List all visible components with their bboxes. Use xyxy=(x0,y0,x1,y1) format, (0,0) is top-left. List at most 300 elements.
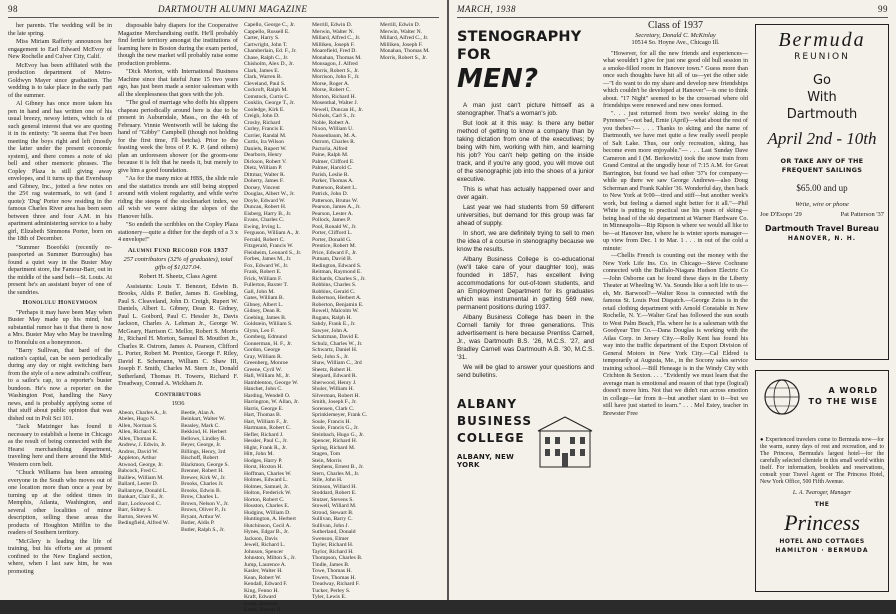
contributor-name: Towers, Thomas H. xyxy=(312,574,356,581)
magazine-title: DARTMOUTH ALUMNI MAGAZINE xyxy=(158,4,308,14)
contributor-name: Gibney, Albert L. xyxy=(244,301,284,308)
contributor-name: Stein, Morris xyxy=(312,457,342,464)
column-2 xyxy=(118,22,238,598)
contributor-name: Rowell, Malcolm W. xyxy=(312,308,359,314)
class-note-paragraph: —Chellis French is counting out the money with the New York Life Ins. Co. in Chicago—Steve Cochrane connected with the Buffalo-Niagara Hudson Electric Co—John Osborne can be found these days in the Liberty Theater at Wheeling W. Va. Sounds like a soft life to us—eh, Mr. Barwood?—Walter Ross is connected with the famous St. Louis Post Dispatch.—George Zeiss is in the retail clothing department with Arnold Constable in New Rochelle, N. Y.—Walter Graf has followed the sun south to West Palm Beach, Fla. where he is a salesman with the Goodyear Tire Co.—Dana Douglas is working with the Atlas Corp. in Jersey City.—Rolly Kent has found his way into the traffic department of the Export Division of General Motors in New York City.—Cal Eldred is temporarily at Augusta, Me., in the Socony sales service training school.—Bill Heneage is in the Windy City with Crichton & Sexton. . . . "Evidently we must learn that the average man is emotional and reason of that type (logical) doesn't move him. Not that we didn't run across emotion in college—far from it—but another slant to it—but we still have just started to learn." . . . Mel Estey, teacher in Brewster Free xyxy=(603,252,748,417)
paragraph: "McGlery is leading the life of training, but his efforts are at present confined to the New England section, where, when I last saw him, he was promoting xyxy=(8,537,112,575)
contributor-name: Rugans, Ralph H. xyxy=(312,314,352,321)
contributor-name: Jackson, Davis xyxy=(244,535,278,542)
contributor-name: Milliken, Joseph F. xyxy=(380,41,423,48)
contributor-name: Hartmann, Robert C. xyxy=(244,425,291,431)
contributor-name: Holmes, Edward L. xyxy=(244,477,288,483)
contributor-name: Hanchet, John C. xyxy=(244,386,283,392)
agent-patterson: Pat Patterson '37 xyxy=(840,211,884,218)
contributor-name: Harris, George E. xyxy=(244,405,284,412)
contributor-name: Sprinklemeyer, Frank C. xyxy=(312,412,368,418)
contributor-name: Pool, Ronald W., Jr. xyxy=(312,223,357,230)
contributor-name: Schwartz, Daniel H. xyxy=(312,347,358,353)
steno-body xyxy=(457,102,594,380)
contributor-name: Lamb, Robert H. xyxy=(244,607,282,613)
contributor-name: Morse, Robert C. xyxy=(312,87,351,93)
contributor-name: Evans, Charles C. xyxy=(244,217,285,223)
bermuda-subtitle: REUNION xyxy=(794,52,850,62)
contributor-name: Patrick, John D. xyxy=(312,191,349,197)
contributor-name: Carter, Harry S. xyxy=(244,35,280,41)
contributor-name: Richards, Charles S., Jr. xyxy=(312,275,366,282)
contributor-name: Jewell, Richard L. xyxy=(244,542,286,548)
reunion-dates: April 2nd - 10th xyxy=(767,129,877,148)
contributor-name: Tyler, Lewis E. xyxy=(312,594,347,600)
contributor-name: Millard, Alfred C., Jr. xyxy=(380,35,429,41)
contributor-name: Brooks, Charles Jr. xyxy=(181,481,224,487)
ad-paragraph: This is what has actually happened over and over again. xyxy=(457,186,594,201)
contributor-name: Bekkind, H. Herbert xyxy=(181,429,227,435)
contributor-name: Allen, Thomas E. xyxy=(118,435,158,442)
contributor-name: Robbins, Gerald C. xyxy=(312,288,356,295)
paragraph: Al Gibney has once more taken his pen in hand and has written one of his usual breezy, newsy letters, which is of such general interest that we are quoting it in its entirety: "It seems that I've been meeting the boys right and left (mostly the latter under the present economic system), and there comes a note of ski bell and other memoric phrases. The Copley Plaza is still giving away envelopes, and it turns up that Evershaup and Gibney, Inc., jotted a few notes on the 25¢ rag watermark, to wit (and I quote): 'Dug' Porter now residing in the famous Charles River area has been seen between three and four A.M. in his apartment administering service to a baby girl, Elizabeth Simmons Porter, born on the 18th of December. xyxy=(8,100,112,242)
contributor-name: Clark, James E. xyxy=(244,67,280,74)
contributor-name: Spring, Richard M. xyxy=(312,444,356,451)
contributor-name: Stoddard, Robert E. xyxy=(312,490,357,496)
contributor-name: Patterson, Robert L. xyxy=(312,184,358,191)
paragraph: "Jack Matzinger has found it necessary to establish a home in Chicago as the result of being connected with the Hearst merchandising department, traveling here and there around the Mid-Western corn belt. xyxy=(8,423,112,468)
steno-headline xyxy=(457,28,594,94)
alumni-fund-heading: Alumni Fund Record for 1937 xyxy=(127,246,229,254)
go-word: Go xyxy=(812,73,832,88)
paragraph: McEvoy has been affiliated with the production department of Metro-Goldwyn Mayer since graduation. The wedding is to take place in the early part of the summer. xyxy=(8,61,112,99)
contributor-name: Glynn, Leo F. xyxy=(244,327,275,334)
contributor-name: Abeles, Hugo N. xyxy=(118,416,156,422)
contributor-name: Treadway, Richard F. xyxy=(312,581,360,587)
class-of-1937-notes xyxy=(603,22,748,598)
contributor-name: Comstock, Curtis C. xyxy=(244,93,290,100)
contributor-name: Dittmar, Walter R. xyxy=(244,171,286,178)
contributor-name: Silverman, Robert H. xyxy=(312,392,360,399)
contributor-name: Eisberg, Harry B., Jr. xyxy=(244,210,292,217)
contributor-name: Holmes, Samuel, Jr. xyxy=(244,483,289,490)
contributor-name: Tindle, James B. xyxy=(312,561,350,568)
contributor-name: Bryant, Arthur W. xyxy=(181,513,222,520)
contributor-name: Johnson, Spencer xyxy=(244,548,284,555)
contributor-name: Parker, Thomas A. xyxy=(312,178,354,184)
paragraph: "Summer Boeofski (recently re-passported as Summer Burroughs) has found a quiet way in the Buster May department store, the Famour-Barr, out in the middle of the sand belt—St. Louis. At present he's an assistant buyer of one of the sundries. xyxy=(8,243,112,296)
contributor-name: Appleton, Arthur xyxy=(118,455,157,461)
contributor-name: Houston, Charles E. xyxy=(244,503,290,509)
contributor-name: Goebing, James B. xyxy=(244,314,287,321)
contributor-name: Morrison, John F., Jr. xyxy=(312,74,360,80)
contributor-name: Bischoff, Robert xyxy=(181,455,219,461)
contributor-name: Stutzer, Stevens S. xyxy=(312,496,354,503)
princess-location: HAMILTON · BERMUDA xyxy=(775,547,869,554)
contributor-name: Brown, Oliver P., Jr. xyxy=(181,507,227,513)
contributor-name: Blackmon, George S. xyxy=(181,461,230,468)
contributor-name: Pactoria, Alfred xyxy=(312,145,348,152)
contributor-name: Hutchinson, Cecil A. xyxy=(244,522,291,529)
contributor-name: Sheetz, Robert H. xyxy=(312,366,352,373)
contributor-name: Sahdy, Frank E., Jr. xyxy=(312,321,356,327)
contributor-name: Butler, Ralph S., Jr. xyxy=(181,526,225,533)
paragraph: disposable baby diapers for the Cooperative Magazine Merchandising outfit. He'll probably find fertile territory amongst the institutions of learning here in Boston during the exam period, though the new market will probably raise some production problems. xyxy=(118,22,238,67)
contributor-name: Stern, Charles M., Jr. xyxy=(312,470,360,477)
contributor-name: Gomberg, Edmund xyxy=(244,334,287,340)
contributor-name: Brown, Nelson V., Jr. xyxy=(181,500,229,507)
contributor-name: Gray, William R. xyxy=(244,353,283,360)
class-note-paragraph: "However, for all the new friends and experiences—what wouldn't I give for just one good old bull session in a smoke-filled room in Hanover town." Guess more than once such thoughts have hit all of us—yet the other side—"I do want to do my share and develop new friendships which couldn't be developed at Hanover"—is one to think about. "17 Night" seemed to be the crossroad where old friendships were renewed and new ones formed. xyxy=(603,49,748,109)
college-name-line: BUSINESS xyxy=(457,414,532,428)
contributor-name: Ferrald, Robert C. xyxy=(244,236,285,243)
contributor-name: Nussenbaum, M. A. xyxy=(312,132,357,139)
contributor-name: Palmer, Harold C. xyxy=(312,165,353,171)
contributor-name: Soule, Francis G., Jr. xyxy=(312,425,359,431)
contributor-name: Baillew, William M. xyxy=(118,474,164,481)
contributor-name: Dearborn, Henry xyxy=(244,152,282,158)
column-1-paragraphs xyxy=(8,22,112,296)
contributor-name: Tayler, Richard H. xyxy=(312,542,354,548)
contributor-name: Harding, Wendell O. xyxy=(244,392,291,399)
contributor-name: Fox, Edward W., Jr. xyxy=(244,262,289,269)
travel-bureau-name: Dartmouth Travel Bureau xyxy=(765,224,879,233)
contributor-name: Kurtz, Richard xyxy=(244,600,278,607)
albany-logo-block xyxy=(457,396,594,469)
stenography-ad xyxy=(457,22,594,598)
contributor-name: Hall, William M., Jr. xyxy=(244,373,291,379)
contributor-name: Prentice, Robert M. xyxy=(312,243,357,249)
college-name-line: ALBANY xyxy=(457,397,518,411)
contributor-name: Schatzman, David E. xyxy=(312,334,360,340)
contributor-name: Gall, John M. xyxy=(244,288,275,295)
section-heading-honeymoon: Honolulu Honeymoon xyxy=(22,299,98,306)
contributor-name: Creigh, John D. xyxy=(244,113,280,119)
contributor-name: Fleisheim, Leonard S., Jr. xyxy=(244,249,302,256)
contributor-name: Beasley, Mark C. xyxy=(181,422,220,429)
contributor-name: Capello, George C., Jr. xyxy=(244,22,296,28)
contributor-name: Patterson, Brutus W. xyxy=(312,197,358,204)
contributor-name: Greene, Cyril W. xyxy=(244,366,282,373)
contributor-name: Merwin, Walter N. xyxy=(312,28,355,35)
contributor-name: Duncan, Robert H. xyxy=(244,204,287,210)
contributor-name: Horst, Hoxton H. xyxy=(244,464,283,470)
page-number-left: 98 xyxy=(8,4,18,14)
contributor-name: Andrew, J. Edwin, Jr. xyxy=(118,442,166,448)
paragraph: "So endeth the scribbles on the Copley Plaza stationery—quite a dither for the depth of a 3 x 4 envelope!" xyxy=(118,221,238,243)
contributor-name: Shaw, William C., 3rd xyxy=(312,360,362,366)
contributor-name: Brow, Charles L. xyxy=(181,494,220,500)
contributor-name: Atwood, George, Jr. xyxy=(118,461,164,468)
contributor-name: Noble, Robert A. xyxy=(312,119,351,126)
contributor-name: Stile, John H. xyxy=(312,477,343,483)
headline-line-2: TO THE WISE xyxy=(808,397,878,406)
contributor-name: Daniels, Rupert W. xyxy=(244,145,287,152)
contributor-name: Cleveland, Paul S. xyxy=(244,80,286,87)
paragraph: "Perhaps it may have been May when Buster May made up his mind, but substantial rumor has it that there is now a Mrs. Buster May who May be traveling to Honolulu on a honeymoon. xyxy=(8,308,112,346)
contributor-name: Greenberg, Monroe xyxy=(244,360,289,366)
princess-copy: ● Experienced travelers come to Bermuda now—for the warm, sunny days of rest and recreation, and to The Princess, Bermuda's largest hotel—for the carefully selected clientele in this small world within itself. For information, booklets and reservations, consult your Travel Agent or The Princess Hotel, New York Office, 500 Fifth Avenue. xyxy=(760,437,884,485)
contributor-name: Merrill, Edwin D. xyxy=(312,22,353,28)
contributor-name: Spencer, Richard H. xyxy=(312,438,358,444)
contributor-name: Monahan, Thomas M. xyxy=(312,54,362,61)
contributor-name: Allen, Norman S. xyxy=(118,422,158,429)
contributor-name: Cockroft, Ralph M. xyxy=(244,87,288,93)
contributor-name: Thompson, Charles B. xyxy=(312,555,363,561)
contributors-list-a xyxy=(118,410,175,534)
contributor-name: Shepard, Edward R. xyxy=(312,373,358,379)
contributor-name: Hart, Thomas B. xyxy=(244,412,282,418)
contributor-name: Fullerton, Baxter T. xyxy=(244,282,288,288)
contributor-name: Putnam, David B. xyxy=(312,256,353,262)
contributor-name: Chase, Ralph C., Jr. xyxy=(244,54,289,61)
contributor-name: Barr, Lockwood C. xyxy=(118,500,161,507)
paragraph: "The goal of marriage who doffs his slippers chapeau periodically around here is due to be present in Auburndale, Mass., on the 4th of February. Vinnie Wentworth will be taking the hand of "Gibby" Campbell (though not holding for the first time, I'll betcha). Prior to the feasting week the bros of P. K. P. (and others) plan an unforeseen shower (or the groom-one because it is felt that he needs it, but merely to give him a good foundation. xyxy=(118,99,238,174)
albany-college-name xyxy=(457,396,532,447)
contributor-name: Hamblenton, George W. xyxy=(244,379,299,386)
contributor-name: Pearson, James A., Jr. xyxy=(312,204,361,210)
contributor-name: Hudgins, William D. xyxy=(244,509,291,516)
price-line: $65.00 and up xyxy=(796,183,848,193)
contributor-name: Monahan, Thomas M. xyxy=(380,48,430,54)
princess-manager: L. A. Twaroger, Manager xyxy=(792,490,852,496)
class-title: Class of 1937 xyxy=(648,20,703,31)
contributor-name: Sullivan, Barry C. xyxy=(312,516,353,522)
ad-paragraph: Last year we had students from 59 different universities, but demand for this group was far ahead of supply. xyxy=(457,204,594,227)
ad-paragraph: A man just can't picture himself as a stenographer. That's a woman's job. xyxy=(457,102,594,117)
contributor-name: Hitt, John M. xyxy=(244,451,274,457)
contributor-name: Robbins, Charles S. xyxy=(312,282,357,288)
contributor-name: Dickson, Robert V. xyxy=(244,158,287,165)
contributor-name: Barr, Sidney S. xyxy=(118,507,152,513)
contributors-heading: Contributors xyxy=(154,390,202,398)
contributor-name: Smith, Joseph F., Jr. xyxy=(312,399,357,405)
bermuda-title: Bermuda xyxy=(778,29,866,51)
right-page xyxy=(449,0,896,600)
contributor-name: Porter, Donald G. xyxy=(312,236,352,243)
column-3-names xyxy=(244,22,306,613)
contributor-name: Clark, Warren B. xyxy=(244,74,282,80)
contributor-name: Dietz, William P. xyxy=(244,165,283,171)
paragraph: "Dick Morton, with International Business Machine since that fateful June 15 two years ago, has just been made a senior salesman with all the sleeplessness that goes with the job. xyxy=(118,68,238,98)
contributor-name: Millard, Alfred C., Jr. xyxy=(312,35,361,41)
contributor-name: Swenson, Elmer xyxy=(312,535,349,542)
contributor-name: Doherty, James F. xyxy=(244,178,284,184)
contributor-name: Sullivan, John J. xyxy=(312,522,349,529)
contributor-name: Curtis, Ira Wilson xyxy=(244,139,284,145)
contributor-name: Price, Edward F., Jr. xyxy=(312,249,358,256)
contributor-name: Bedingfield, Alfred W. xyxy=(118,520,169,526)
sailings-caption: OR TAKE ANY OF THE FREQUENT SAILINGS xyxy=(780,157,864,174)
contributor-name: Schulz, Charles W., Jr. xyxy=(312,340,363,347)
contributor-name: Beetle, Alan A. xyxy=(181,409,216,416)
contributor-name: Bellows, Lindley R. xyxy=(181,435,227,442)
bermuda-reunion-ad xyxy=(755,24,889,360)
travel-agents xyxy=(760,211,884,218)
paragraph: "As for the many mice at HBS, the slide rule and the statistics trends are still being stopped around with violent regularity, and while we're riding the steeps of the stockmarket index, we all wish we were skiing the slopes of the Hanover hills. xyxy=(118,175,238,220)
contributor-name: Pearson, Lester A. xyxy=(312,210,354,217)
ad-paragraph: In short, we are definitely trying to sell to men the idea of a course in stenography because we know the results. xyxy=(457,230,594,253)
contributor-name: Merwin, Walter N. xyxy=(380,28,423,35)
contributor-name: Jump, Laurence A. xyxy=(244,561,287,568)
contributor-name: Curley, Francis E. xyxy=(244,126,285,132)
issue-date: MARCH, 1938 xyxy=(457,4,516,14)
contributor-name: Stimson, Willard H. xyxy=(312,483,357,490)
contributor-name: Doyle, Edward W. xyxy=(244,197,286,204)
contributor-name: Kasler, Walter H. xyxy=(244,568,283,574)
contributor-name: Hessler, Paul C., Jr. xyxy=(244,438,288,444)
contributor-name: Sorensen, Clark C. xyxy=(312,405,355,412)
contributor-name: Cooledge, Kirk E. xyxy=(244,106,285,113)
contributor-name: Chisholm, Alex D., Jr. xyxy=(244,61,294,67)
contributor-name: Gidney, Dean R. xyxy=(244,308,282,314)
travel-bureau-town: HANOVER, N. H. xyxy=(787,235,857,242)
contributor-name: Parish, Leslie R. xyxy=(312,171,349,178)
contributor-name: Redington, Edward S. xyxy=(312,262,362,269)
page-number-right: 99 xyxy=(878,4,888,14)
contributor-name: Moarefield, Fred D. xyxy=(312,48,357,54)
contributor-name: Frank, Robert E. xyxy=(244,269,282,275)
contributor-name: Bankart, Clair E., Jr. xyxy=(118,494,164,500)
contributor-name: Shuler, William H. xyxy=(312,386,355,392)
contributor-name: Gonnerman, H. F., Jr. xyxy=(244,340,293,347)
contributor-name: Harrington, W. Allan, Jr. xyxy=(244,399,299,405)
contributor-name: Kean, Robert W. xyxy=(244,574,282,581)
ad-paragraph: We will be glad to answer your questions and send bulletins. xyxy=(457,364,594,379)
contributor-name: Stagen, Tom xyxy=(312,451,341,457)
contributor-name: Gordon, George xyxy=(244,347,281,353)
contributor-name: Fitzgerald, Francis W. xyxy=(244,243,294,249)
contributor-name: Hynes, Edgar B., Jr. xyxy=(244,529,289,535)
princess-hotel-ad xyxy=(755,370,889,592)
paragraph: Miss Miriam Rafferty announces her engagement to Earl Edward McEvoy of New Rochelle and Culver City, Calif. xyxy=(8,38,112,60)
assistants-paragraph: Assistants: Louis T. Benezet, Edwin B. Brooks, Aldis P. Butler, James B. Goebling, Paul S. Cleaveland, John D. Creigh, Rupert W. Daniels, Albert L. Gibney, Dean R. Gidney, Paul L. Goibord, Paul C. Hessler Jr., Davis Jackson, Charles A. Lehman Jr., George W. McGeary, Harrison C. Mellor, Robert S. Morris Jr., Richard H. Morton, Samuel B. Moutfort Jr., Charles R. Ostrom, James A. Pearson, Clifford L. Porter, Robert M. Prentice, George F. Riley, David E. Schemann, William C. Shaw III, Joseph F. Smith, Charles M. Stern Jr., Donald Sutherland, Thomas H. Towers, Richard F. Treadway, Conrad A. Wickham Jr. xyxy=(118,282,238,387)
contributors-list xyxy=(118,410,238,534)
contributor-name: Brenner, Robert H. xyxy=(181,468,224,474)
contributor-name: Beyer, George, Jr. xyxy=(181,442,222,448)
class-agent-line: Robert H. Sheetz, Class Agent xyxy=(139,273,217,280)
contributor-name: Mosenthal, Walter J. xyxy=(312,100,359,106)
column-5-names xyxy=(380,22,440,598)
contributor-name: Brewer, Kirk W., Jr. xyxy=(181,474,226,481)
princess-name: Princess xyxy=(784,510,860,535)
class-note-paragraph: ". . . just returned from two weeks' skiing in the Pyrenees"—not bad, Ernie (April)—what about the rest of you thebes?— . . . Thanks to skiing and the name of Dartmouth, we have met quite a few really swell people of Salt Lake. Thus, our only recreation, skiing, has become even more enjoyable."— . . . Last Sunday Dave Cameron and I (M. Berkowitz) took the snow train from Grand Central at the ungodly hour of 7:15 A.M. for Great Barrington, but found we had other '37's for company—while up there we saw George Andrews—also Doug Scherman and Frank Kahler '36. Wonderful day, then back to New York at 9:00—tired and stiff—but another week's work, but feeling a darned sight better for it all."—Phil White is putting to practical use his years of skiing—being head of the ski department at Warner Hardware Co. in Minneapolis—Rip Ripson is where we would all like to be—at Hanover Inn, where he is winter sports manager—up view from Dec. 1 to Mar. 1 . . . in out of the cold a minute: xyxy=(603,109,748,252)
college-building-illustration xyxy=(536,413,594,469)
contributor-name: Forbes, James M., Jr. xyxy=(244,256,292,262)
contributor-name: Johnston, Milton S., Jr. xyxy=(244,555,296,561)
contributor-name: Beinhart, Walter W. xyxy=(181,416,226,422)
go-with-dartmouth xyxy=(760,72,884,123)
contributor-name: Stephens, Ernest B., Jr. xyxy=(312,464,364,470)
write-wire-line: Write, wire or phone xyxy=(795,201,849,208)
contributor-name: Sutherland, Donald xyxy=(312,529,356,535)
running-head-left xyxy=(8,4,439,18)
year-heading: 1936 xyxy=(171,400,185,407)
contributor-name: Butler, Aldis P. xyxy=(181,520,215,526)
contributor-name: Steinbach, Hugo G., Jr. xyxy=(312,431,365,438)
contributor-name: Hight, Frank R., Jr. xyxy=(244,444,288,451)
contributor-name: Kraft, Edward xyxy=(244,594,276,600)
contributor-name: Kendall, Edward F. xyxy=(244,581,288,587)
contributor-name: Sherwood, Henry J. xyxy=(312,379,357,386)
agent-desopo: Joe D'Esopo '29 xyxy=(760,211,802,218)
college-name-line: COLLEGE xyxy=(457,431,525,445)
contributor-name: Ostrom, Charles R. xyxy=(312,139,356,145)
contributor-name: Barton, Steven W. xyxy=(118,513,159,520)
contributor-name: Taylor, Richard H. xyxy=(312,548,354,555)
with-word: With xyxy=(807,90,837,105)
contributor-name: Hodges, Harry P. xyxy=(244,457,283,464)
contributor-name: Frick, William F. xyxy=(244,275,283,282)
column-4-names xyxy=(312,22,374,598)
contributor-name: Cappello, Russell E. xyxy=(244,28,290,35)
contributor-name: Hefler, Richard J. xyxy=(244,431,284,438)
contributor-name: Tucker, Perley S. xyxy=(312,587,351,594)
contributor-name: Gates, William B. xyxy=(244,295,285,301)
globe-icon xyxy=(762,377,802,417)
contributor-name: Dorsey, Vincent xyxy=(244,184,280,191)
ad-paragraph: But look at it this way: Is there any better method of getting to know a company than by taking dictation from one of the executives; by being with him, working with him, and learning his job? You can't help getting on the inside track, and if you're any good, you will move out of the stenographic job into the shoes of a junior executive. xyxy=(457,120,594,183)
contributor-name: Newell, Duncan H., Jr. xyxy=(312,106,364,113)
contributor-name: Soule, Francis H. xyxy=(312,418,351,425)
paragraph: her parents. The wedding will be in the late spring. xyxy=(8,22,112,37)
contributor-name: Ewing, Irving L. xyxy=(244,223,282,230)
ad-paragraph: Albany Business College has been in the Cornell family for three generations. This advertisement is here because Prentiss Carnell, Jr., was Dartmouth B.S. '26, M.C.S. '27, and Bradley Carnell was Dartmouth A.B. '30, M.C.S. '31. xyxy=(457,314,594,361)
contributor-name: Roberton, Benjamin E. xyxy=(312,301,364,308)
contributor-name: Sawyer, John A. xyxy=(312,327,349,334)
contributor-name: Paine, Ralph M. xyxy=(312,152,349,158)
contributor-name: Conklin, George T., Jr. xyxy=(244,100,295,106)
contributor-name: Morris, Robert S., Jr. xyxy=(312,67,360,74)
contributor-name: Morse, Roger A. xyxy=(312,80,350,87)
steno-headline-top: STENOGRAPHY FOR xyxy=(457,29,582,63)
alumni-fund-subheading: 257 contributors (32% of graduates), total gifts of $1,027.04. xyxy=(123,256,233,271)
contributor-name: Horton, Robert C. xyxy=(244,496,285,503)
contributors-list-b xyxy=(181,410,238,534)
contributor-name: Babcock, Fred C. xyxy=(118,468,158,474)
contributor-name: Nichols, Carl S., Jr. xyxy=(312,113,356,119)
contributor-name: Hart, William F., Jr. xyxy=(244,418,289,425)
column-2-paragraphs xyxy=(118,22,238,244)
contributor-name: Huntington, A. Herbert xyxy=(244,516,296,522)
running-head-right xyxy=(457,4,888,18)
princess-the: THE xyxy=(814,501,830,508)
contributor-name: King, Fenno H. xyxy=(244,587,279,594)
contributor-name: Pollock, James P. xyxy=(312,217,351,223)
contributor-name: Douglas, Albert W., Jr. xyxy=(244,191,295,197)
dartmouth-word: Dartmouth xyxy=(786,107,858,122)
contributor-name: Currier, Randal M. xyxy=(244,132,287,139)
contributor-name: Stowell, Willard M. xyxy=(312,503,357,509)
contributor-name: Chamberlain, Ed. F., Jr. xyxy=(244,48,297,54)
paragraph: "Chuck Williams has been amusing everyone in the South who moves out of one location more than once a year by turning up at the oddest times in Memphis, Atlanta, Washington, and several other localities of minor description, selling these areas the products of Houghton Mifflin to the readers of Southern territory. xyxy=(8,469,112,536)
contributor-name: Abeon, Charles A., Jr. xyxy=(118,409,168,416)
class-secretary: Secretary, Donald C. McKinlay xyxy=(635,31,716,39)
contributor-name: Cartwright, John T. xyxy=(244,41,288,48)
contributor-name: Robertson, Herbert A. xyxy=(312,295,362,301)
albany-city: ALBANY, NEW YORK xyxy=(457,453,515,469)
contributor-name: Nixon, William U. xyxy=(312,126,354,132)
class-address: 10514 So. Hoyne Ave., Chicago Ill. xyxy=(631,39,720,46)
contributor-name: Allen, Richard K. xyxy=(118,429,158,435)
contributor-name: Hoffman, Charles W. xyxy=(244,470,292,477)
contributor-name: Morton, Richard H. xyxy=(312,93,357,100)
column-1-paragraphs-2 xyxy=(8,309,112,576)
contributor-name: Crosby, Richard xyxy=(244,119,281,126)
princess-hotel-line: HOTEL AND COTTAGES xyxy=(779,538,865,545)
paragraph: "Barry Sullivan, that bard of the nation's capital, can be seen periodically during any day or night switching bars from the style of a new admiral's coiffeur, to a sailor's cap, to a reporter's buster bundoon. He's now a reporter on the Washington Post, handling the Navy news, and is probably applying some of that stuff about public opinion that was dished out in Poli Sci 101. xyxy=(8,347,112,422)
contributor-name: Andros, David W. xyxy=(118,448,159,455)
contributor-name: Morris, Robert S., Jr. xyxy=(380,54,428,61)
contributor-name: Monsagon, J. Alfred xyxy=(312,61,358,67)
contributor-name: Stroud, Stewart B. xyxy=(312,509,354,516)
contributor-name: Billings, Henry, 3rd xyxy=(181,448,226,455)
contributor-name: Ballard, Lester D. xyxy=(118,481,159,487)
